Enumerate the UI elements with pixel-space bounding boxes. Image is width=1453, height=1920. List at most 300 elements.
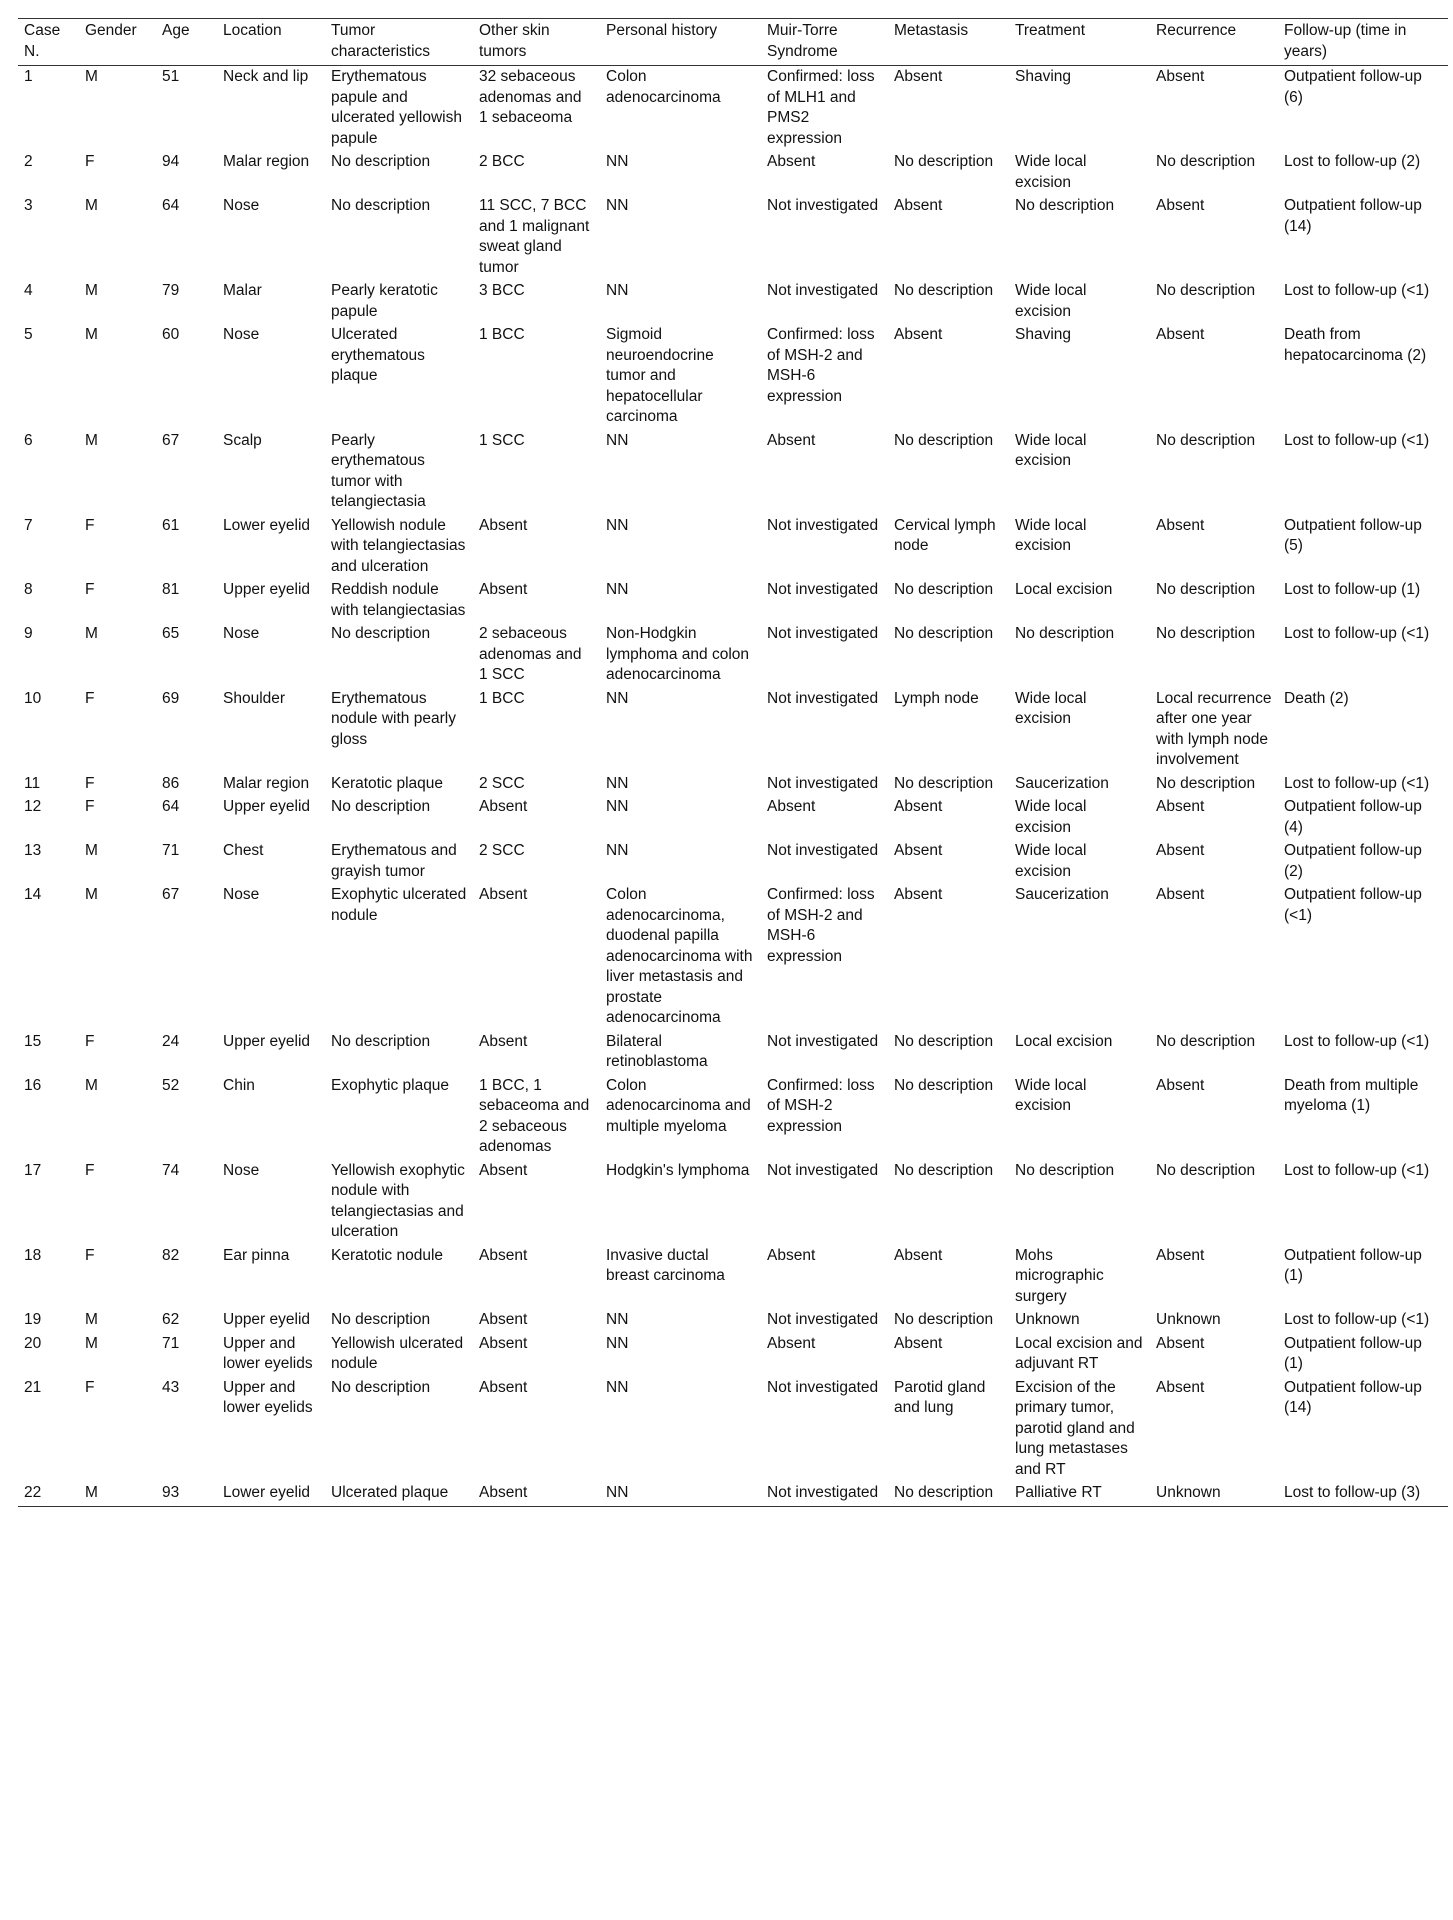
table-cell: 21 xyxy=(24,1378,42,1396)
table-cell: M xyxy=(85,886,98,903)
table-cell: 3 BCC xyxy=(479,282,525,299)
table-cell: Not investigated xyxy=(767,689,879,707)
table-cell: Local excision xyxy=(1015,581,1113,598)
table-cell: No description xyxy=(331,1311,431,1328)
table-cell: NN xyxy=(606,153,629,170)
table-cell: Unknown xyxy=(1156,1311,1221,1328)
table-cell: Erythematous nodule with pearly gloss xyxy=(331,689,456,748)
table-cell: Shaving xyxy=(1015,68,1072,85)
table-cell: 62 xyxy=(162,1311,180,1328)
table-cell: Lost to follow-up (<1) xyxy=(1284,1311,1430,1328)
table-cell: Excision of the primary tumor, parotid gland and lung metastases and RT xyxy=(1015,1378,1135,1478)
table-cell: Lower eyelid xyxy=(223,516,311,534)
table-cell: Reddish nodule with telangiectasias xyxy=(331,581,466,619)
column-header: Metastasis xyxy=(888,19,1009,66)
table-cell: 6 xyxy=(24,431,33,449)
table-cell: M xyxy=(85,1311,98,1328)
table-cell: Absent xyxy=(479,1032,528,1050)
table-row xyxy=(18,1482,1448,1506)
table-cell: Absent xyxy=(894,1334,943,1352)
table-cell: Death from multiple myeloma (1) xyxy=(1284,1076,1419,1114)
table-cell: Absent xyxy=(1156,326,1205,343)
table-cell: Local excision and adjuvant RT xyxy=(1015,1334,1143,1372)
table-cell: 61 xyxy=(162,516,180,534)
table-cell: No description xyxy=(894,581,994,598)
table-cell: Palliative RT xyxy=(1009,1482,1150,1506)
table-cell: 65 xyxy=(162,625,180,642)
table-cell: 60 xyxy=(162,326,180,343)
table-cell: 2 xyxy=(24,153,33,170)
table-cell: Wide local excision xyxy=(1015,516,1087,554)
table-cell: 14 xyxy=(24,886,42,903)
table-cell: F xyxy=(85,1032,95,1050)
table-cell: No description xyxy=(1156,282,1256,299)
table-cell: Absent xyxy=(894,886,943,903)
table-cell: 2 SCC xyxy=(479,842,525,859)
table-cell: 4 xyxy=(24,282,33,299)
table-row xyxy=(18,430,1448,515)
table-cell: Wide local excision xyxy=(1015,689,1087,727)
table-cell: Non-Hodgkin lymphoma and colon adenocarcinoma xyxy=(606,625,750,683)
table-cell: Not investigated xyxy=(767,197,879,214)
table-cell: Absent xyxy=(767,431,816,449)
table-cell: Absent xyxy=(894,1246,943,1264)
table-cell: 67 xyxy=(162,431,180,449)
table-cell: M xyxy=(85,326,98,343)
table-cell: Hodgkin's lymphoma xyxy=(606,1161,750,1179)
table-cell: Absent xyxy=(479,516,528,534)
table-cell: Nose xyxy=(223,625,260,642)
table-cell: F xyxy=(85,516,95,534)
table-cell: Local recurrence after one year with lymph node involvement xyxy=(1156,689,1272,768)
table-row xyxy=(18,1377,1448,1483)
table-cell: No description xyxy=(894,774,994,792)
table-cell: Not investigated xyxy=(767,1032,879,1050)
table-cell: Absent xyxy=(767,1334,816,1352)
table-cell: Absent xyxy=(479,1161,528,1179)
table-cell: 69 xyxy=(162,689,180,707)
table-container xyxy=(18,18,1448,1507)
table-cell: Confirmed: loss of MSH-2 expression xyxy=(767,1076,875,1135)
table-cell: Absent xyxy=(894,326,943,343)
table-cell: No description xyxy=(1015,197,1115,214)
table-cell: Outpatient follow-up (4) xyxy=(1284,798,1422,836)
table-cell: Absent xyxy=(1156,516,1205,534)
table-cell: NN xyxy=(606,431,629,449)
table-cell: Unknown xyxy=(1150,1482,1278,1506)
table-cell: M xyxy=(85,68,98,85)
table-row xyxy=(18,623,1448,688)
table-cell: Upper eyelid xyxy=(223,1032,311,1050)
table-cell: Absent xyxy=(479,1378,528,1396)
table-row xyxy=(18,324,1448,430)
table-row xyxy=(18,66,1448,152)
table-cell: M xyxy=(85,197,98,214)
table-cell: 5 xyxy=(24,326,33,343)
table-cell: No description xyxy=(894,282,994,299)
table-cell: Wide local excision xyxy=(1015,431,1087,469)
table-cell: Not investigated xyxy=(767,842,879,859)
table-cell: Erythematous and grayish tumor xyxy=(331,842,457,880)
table-cell: 2 BCC xyxy=(479,153,525,170)
table-row xyxy=(18,195,1448,280)
table-cell: Colon adenocarcinoma xyxy=(606,68,721,106)
table-cell: Lost to follow-up (2) xyxy=(1284,153,1421,170)
table-header xyxy=(18,19,1448,66)
table-cell: Wide local excision xyxy=(1015,798,1087,836)
table-cell: Absent xyxy=(1156,1378,1205,1396)
table-cell: 1 xyxy=(24,68,33,85)
table-cell: M xyxy=(85,1076,98,1094)
table-row xyxy=(18,688,1448,773)
table-cell: NN xyxy=(606,197,629,214)
column-header: Follow-up (time in years) xyxy=(1278,19,1448,66)
table-cell: No description xyxy=(331,153,431,170)
column-header: Tumor characteristics xyxy=(325,19,473,66)
table-cell: No description xyxy=(888,1482,1009,1506)
column-header: Other skin tumors xyxy=(473,19,600,66)
table-cell: Absent xyxy=(1156,68,1205,85)
column-header: Gender xyxy=(79,19,156,66)
table-cell: 79 xyxy=(162,282,180,299)
table-cell: No description xyxy=(894,1161,994,1179)
table-cell: 11 SCC, 7 BCC and 1 malignant sweat gland tumor xyxy=(479,197,590,276)
table-cell: Yellowish nodule with telangiectasias and ulceration xyxy=(331,516,466,575)
table-cell: 15 xyxy=(24,1032,42,1050)
table-cell: Outpatient follow-up (6) xyxy=(1284,68,1422,106)
table-cell: 86 xyxy=(162,774,180,792)
table-cell: No description xyxy=(331,798,431,815)
table-cell: 22 xyxy=(18,1482,79,1506)
table-cell: Lost to follow-up (<1) xyxy=(1284,625,1430,642)
table-cell: F xyxy=(85,1246,95,1264)
table-cell: Invasive ductal breast carcinoma xyxy=(606,1246,725,1284)
table-cell: Shaving xyxy=(1015,326,1072,343)
table-cell: Absent xyxy=(479,1246,528,1264)
table-row xyxy=(18,1245,1448,1310)
table-cell: No description xyxy=(1156,153,1256,170)
table-cell: NN xyxy=(606,581,629,598)
table-cell: Absent xyxy=(894,842,943,859)
table-cell: Outpatient follow-up (2) xyxy=(1284,842,1422,880)
table-cell: Bilateral retinoblastoma xyxy=(606,1032,708,1070)
table-cell: 24 xyxy=(162,1032,180,1050)
table-cell: Parotid gland and lung xyxy=(894,1378,986,1416)
table-cell: 1 BCC, 1 sebaceoma and 2 sebaceous adenomas xyxy=(479,1076,590,1155)
table-cell: No description xyxy=(894,1311,994,1328)
table-row xyxy=(18,280,1448,324)
table-cell: 71 xyxy=(162,842,180,859)
table-cell: Keratotic nodule xyxy=(331,1246,444,1264)
table-cell: 1 BCC xyxy=(479,689,525,707)
table-cell: Colon adenocarcinoma and multiple myeloma xyxy=(606,1076,751,1135)
table-cell: NN xyxy=(606,689,629,707)
table-row xyxy=(18,1075,1448,1160)
table-cell: Erythematous papule and ulcerated yellowish papule xyxy=(331,68,462,147)
table-cell: No description xyxy=(1156,431,1256,449)
table-cell: No description xyxy=(894,431,994,449)
table-cell: No description xyxy=(1156,774,1256,792)
table-cell: Lost to follow-up (3) xyxy=(1278,1482,1448,1506)
table-cell: Saucerization xyxy=(1015,886,1109,903)
table-cell: Sigmoid neuroendocrine tumor and hepatocellular carcinoma xyxy=(606,326,714,425)
table-cell: No description xyxy=(894,625,994,642)
table-cell: 1 BCC xyxy=(479,326,525,343)
table-cell: Chest xyxy=(223,842,264,859)
table-row xyxy=(18,773,1448,797)
table-cell: M xyxy=(85,282,98,299)
table-cell: Absent xyxy=(1156,842,1205,859)
table-cell: Absent xyxy=(1156,1334,1205,1352)
table-cell: M xyxy=(85,625,98,642)
table-cell: Lost to follow-up (<1) xyxy=(1284,282,1430,299)
table-cell: 7 xyxy=(24,516,33,534)
table-cell: 1 SCC xyxy=(479,431,525,449)
table-cell: Absent xyxy=(767,153,816,170)
table-cell: Lost to follow-up (<1) xyxy=(1284,774,1430,792)
table-cell: 32 sebaceous adenomas and 1 sebaceoma xyxy=(479,68,582,126)
table-cell: 52 xyxy=(162,1076,180,1094)
table-cell: Ear pinna xyxy=(223,1246,290,1264)
table-row xyxy=(18,1031,1448,1075)
table-row xyxy=(18,515,1448,580)
table-cell: F xyxy=(85,689,95,707)
table-cell: Neck and lip xyxy=(223,68,309,85)
table-cell: Exophytic plaque xyxy=(331,1076,450,1094)
table-cell: No description xyxy=(331,625,431,642)
table-cell: Not investigated xyxy=(767,516,879,534)
table-cell: Nose xyxy=(223,197,260,214)
table-cell: Absent xyxy=(767,1246,816,1264)
table-cell: Absent xyxy=(1156,886,1205,903)
table-cell: 51 xyxy=(162,68,180,85)
table-cell: No description xyxy=(331,1378,431,1396)
table-cell: Nose xyxy=(223,886,260,903)
table-cell: NN xyxy=(606,1311,629,1328)
table-cell: Scalp xyxy=(223,431,262,449)
column-header: Personal history xyxy=(600,19,761,66)
table-cell: Absent xyxy=(894,68,943,85)
table-cell: Lower eyelid xyxy=(217,1482,325,1506)
table-cell: Wide local excision xyxy=(1015,1076,1087,1114)
table-cell: NN xyxy=(606,1334,629,1352)
table-cell: 20 xyxy=(24,1334,42,1352)
table-cell: Lost to follow-up (<1) xyxy=(1284,1161,1430,1179)
column-header: Location xyxy=(217,19,325,66)
table-cell: 18 xyxy=(24,1246,42,1264)
table-cell: Absent xyxy=(1156,197,1205,214)
table-cell: Pearly erythematous tumor with telangiectasia xyxy=(331,431,426,510)
table-cell: Unknown xyxy=(1015,1311,1080,1328)
table-cell: M xyxy=(85,1334,98,1352)
table-cell: Lymph node xyxy=(894,689,979,707)
table-cell: Confirmed: loss of MSH-2 and MSH-6 expression xyxy=(767,886,875,965)
table-cell: Death from hepatocarcinoma (2) xyxy=(1284,326,1427,364)
table-cell: Absent xyxy=(473,1482,600,1506)
table-cell: Malar xyxy=(223,282,262,299)
table-cell: Not investigated xyxy=(767,1161,879,1179)
table-cell: Absent xyxy=(894,798,943,815)
table-cell: 9 xyxy=(24,625,33,642)
table-cell: No description xyxy=(894,1032,994,1050)
table-cell: 94 xyxy=(162,153,180,170)
table-cell: F xyxy=(85,774,95,792)
table-cell: No description xyxy=(331,1032,431,1050)
table-row xyxy=(18,151,1448,195)
header-row xyxy=(18,19,1448,66)
table-cell: NN xyxy=(606,1378,629,1396)
table-cell: Mohs micrographic surgery xyxy=(1015,1246,1104,1305)
table-cell: Not investigated xyxy=(767,1378,879,1396)
table-cell: 64 xyxy=(162,197,180,214)
table-cell: Chin xyxy=(223,1076,255,1094)
table-row xyxy=(18,884,1448,1031)
table-cell: NN xyxy=(606,798,629,815)
table-cell: Ulcerated erythematous plaque xyxy=(331,326,425,384)
table-cell: Malar region xyxy=(223,774,310,792)
table-cell: 81 xyxy=(162,581,180,598)
column-header: Muir-Torre Syndrome xyxy=(761,19,888,66)
table-cell: M xyxy=(85,842,98,859)
table-cell: F xyxy=(85,1161,95,1179)
table-cell: Ulcerated plaque xyxy=(325,1482,473,1506)
table-cell: Absent xyxy=(479,798,528,815)
table-cell: Wide local excision xyxy=(1015,153,1087,191)
table-row xyxy=(18,796,1448,840)
table-row xyxy=(18,1309,1448,1333)
table-cell: 43 xyxy=(162,1378,180,1396)
table-row xyxy=(18,840,1448,884)
table-cell: Absent xyxy=(479,886,528,903)
table-cell: Shoulder xyxy=(223,689,286,707)
table-cell: Absent xyxy=(479,581,528,598)
table-cell: F xyxy=(85,1378,95,1396)
table-cell: Exophytic ulcerated nodule xyxy=(331,886,467,924)
table-cell: F xyxy=(85,798,95,815)
table-cell: 17 xyxy=(24,1161,42,1179)
table-cell: Absent xyxy=(894,197,943,214)
table-cell: Nose xyxy=(223,326,260,343)
table-cell: NN xyxy=(606,774,629,792)
table-cell: Absent xyxy=(1156,1076,1205,1094)
table-cell: Outpatient follow-up (14) xyxy=(1284,1378,1422,1416)
table-cell: No description xyxy=(331,197,431,214)
table-cell: Confirmed: loss of MSH-2 and MSH-6 expression xyxy=(767,326,875,405)
table-row xyxy=(18,579,1448,623)
table-cell: Absent xyxy=(479,1311,528,1328)
table-cell: Yellowish ulcerated nodule xyxy=(331,1334,464,1372)
table-cell: Yellowish exophytic nodule with telangiectasias and ulceration xyxy=(331,1161,465,1240)
column-header: Case N. xyxy=(18,19,79,66)
table-cell: Absent xyxy=(1156,1246,1205,1264)
table-cell: No description xyxy=(1156,625,1256,642)
table-cell: Outpatient follow-up (1) xyxy=(1284,1334,1422,1372)
table-cell: Wide local excision xyxy=(1015,282,1087,320)
table-cell: Outpatient follow-up (1) xyxy=(1284,1246,1422,1284)
table-cell: Not investigated xyxy=(767,581,879,598)
table-cell: Outpatient follow-up (14) xyxy=(1284,197,1422,235)
table-cell: Not investigated xyxy=(767,625,879,642)
table-cell: No description xyxy=(1015,625,1115,642)
table-cell: 71 xyxy=(162,1334,180,1352)
table-cell: Absent xyxy=(767,798,816,815)
table-cell: Not investigated xyxy=(761,1482,888,1506)
table-cell: F xyxy=(85,581,95,598)
column-header: Age xyxy=(156,19,217,66)
table-cell: Confirmed: loss of MLH1 and PMS2 expression xyxy=(767,68,875,147)
table-cell: 10 xyxy=(24,689,42,707)
table-cell: No description xyxy=(894,153,994,170)
table-cell: Lost to follow-up (1) xyxy=(1284,581,1421,598)
column-header: Treatment xyxy=(1009,19,1150,66)
table-cell: M xyxy=(85,431,98,449)
table-cell: Death (2) xyxy=(1284,689,1349,707)
table-cell: Not investigated xyxy=(767,1311,879,1328)
table-cell: Not investigated xyxy=(767,774,879,792)
table-body xyxy=(18,66,1448,1507)
table-cell: F xyxy=(85,153,95,170)
table-cell: NN xyxy=(606,842,629,859)
table-cell: Colon adenocarcinoma, duodenal papilla adenocarcinoma with liver metastasis and prostate adenocarcinoma xyxy=(606,886,753,1026)
table-cell: Outpatient follow-up (5) xyxy=(1284,516,1422,554)
table-cell: NN xyxy=(606,516,629,534)
table-cell: 3 xyxy=(24,197,33,214)
table-cell: M xyxy=(79,1482,156,1506)
table-row xyxy=(18,1160,1448,1245)
table-row xyxy=(18,1333,1448,1377)
table-cell: No description xyxy=(1015,1161,1115,1179)
table-cell: 2 sebaceous adenomas and 1 SCC xyxy=(479,625,582,683)
table-cell: Malar region xyxy=(223,153,310,170)
table-cell: Absent xyxy=(479,1334,528,1352)
table-cell: Nose xyxy=(223,1161,260,1179)
table-cell: NN xyxy=(600,1482,761,1506)
table-cell: No description xyxy=(894,1076,994,1094)
table-cell: 12 xyxy=(24,798,42,815)
table-cell: No description xyxy=(1156,581,1256,598)
table-cell: Absent xyxy=(1156,798,1205,815)
table-cell: Upper and lower eyelids xyxy=(223,1334,313,1372)
table-cell: NN xyxy=(606,282,629,299)
table-cell: 67 xyxy=(162,886,180,903)
table-cell: Upper eyelid xyxy=(223,581,311,598)
table-cell: 74 xyxy=(162,1161,180,1179)
table-cell: No description xyxy=(1156,1032,1256,1050)
table-cell: Upper and lower eyelids xyxy=(223,1378,313,1416)
table-cell: Local excision xyxy=(1015,1032,1113,1050)
table-cell: Saucerization xyxy=(1015,774,1109,792)
table-cell: Pearly keratotic papule xyxy=(331,282,438,320)
table-cell: Wide local excision xyxy=(1015,842,1087,880)
column-header: Recurrence xyxy=(1150,19,1278,66)
table-cell: Not investigated xyxy=(767,282,879,299)
table-cell: 82 xyxy=(162,1246,180,1264)
table-cell: 11 xyxy=(24,774,41,792)
table-cell: Lost to follow-up (<1) xyxy=(1284,431,1430,449)
table-cell: Lost to follow-up (<1) xyxy=(1284,1032,1430,1050)
table-cell: 16 xyxy=(24,1076,42,1094)
table-cell: Cervical lymph node xyxy=(894,516,996,554)
table-cell: 64 xyxy=(162,798,180,815)
table-cell: 13 xyxy=(24,842,42,859)
table-cell: No description xyxy=(1156,1161,1256,1179)
table-cell: 93 xyxy=(156,1482,217,1506)
table-cell: 8 xyxy=(24,581,33,598)
table-cell: Outpatient follow-up (<1) xyxy=(1284,886,1422,924)
table-cell: 19 xyxy=(24,1311,42,1328)
table-cell: 2 SCC xyxy=(479,774,525,792)
table-cell: Upper eyelid xyxy=(223,1311,311,1328)
